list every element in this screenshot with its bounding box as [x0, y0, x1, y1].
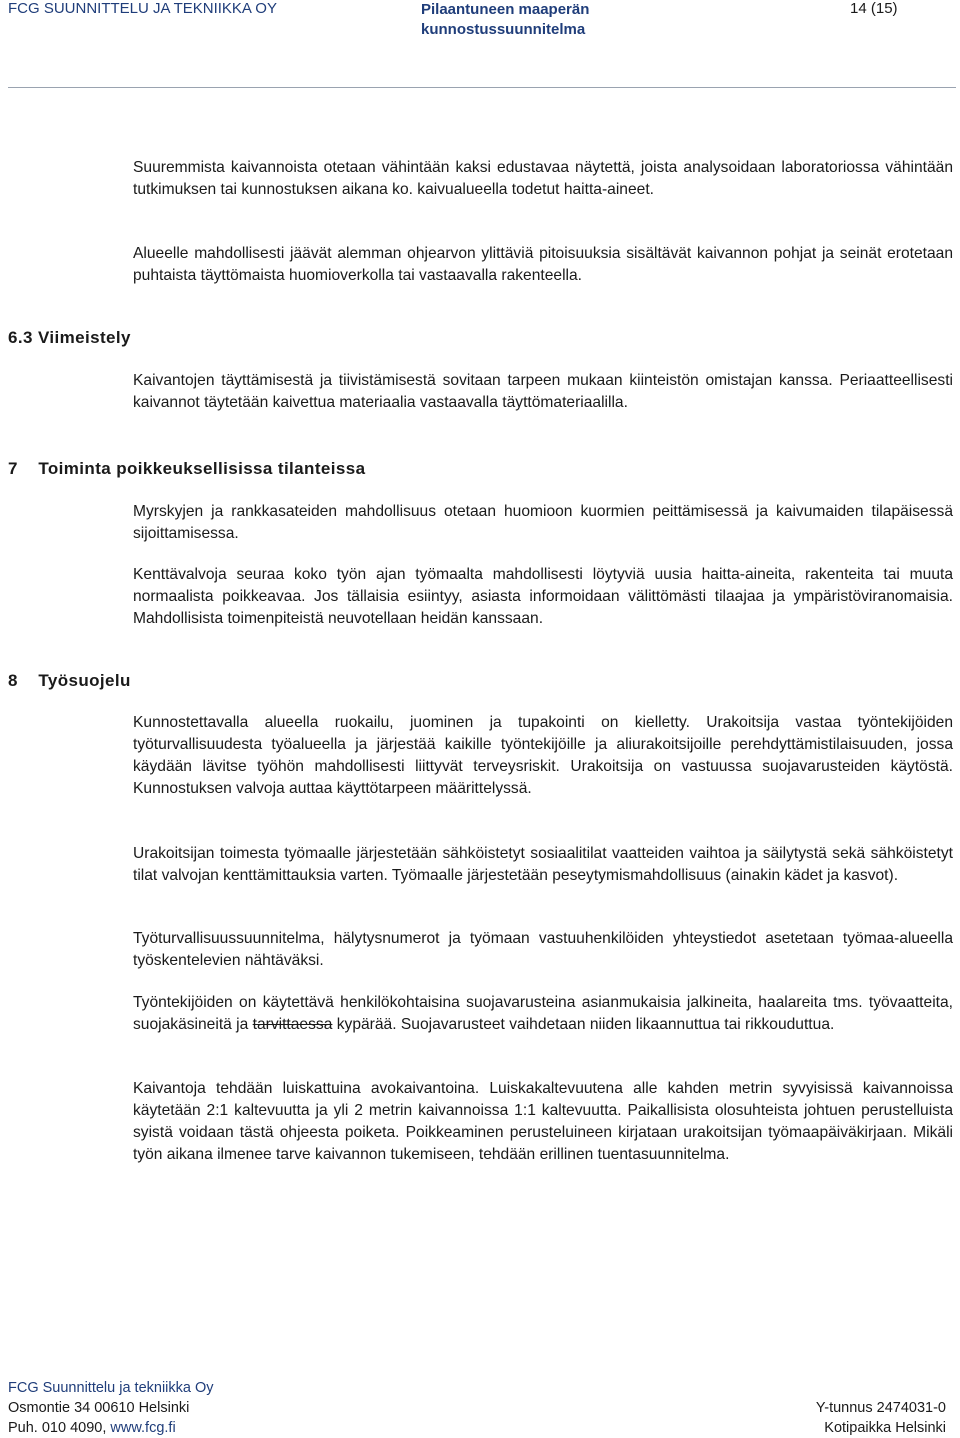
paragraph-safety-plan: Työturvallisuussuunnitelma, hälytysnumerot ja työmaan vastuuhenkilöiden yhteystiedot asetetaan työmaa-alueella työskentelevien nähtäväksi. — [133, 930, 953, 969]
page-footer — [0, 1378, 960, 1438]
section-heading-6-3: 6.3 Viimeistely — [8, 328, 131, 347]
footer-phone: Puh. 010 4090, — [8, 1420, 111, 1436]
footer-domicile: Kotipaikka Helsinki — [824, 1420, 946, 1436]
section-heading-8: 8 Työsuojelu — [8, 671, 131, 690]
paragraph-social-facilities: Urakoitsijan toimesta työmaalle järjestetään sähköistetyt sosiaalitilat vaatteiden vaihtoa ja säilytystä sekä sähköistetyt tilat valvojan kenttämittauksia varten. Työmaalle järjestetään peseytymismahdollisuus (ainakin kädet ja kasvot). — [133, 845, 953, 884]
header-title-line2: kunnostussuunnitelma — [421, 21, 586, 38]
footer-right — [816, 1398, 946, 1438]
footer-company: FCG Suunnittelu ja tekniikka Oy — [8, 1380, 214, 1396]
footer-address: Osmontie 34 00610 Helsinki — [8, 1400, 190, 1416]
paragraph-work-safety: Kunnostettavalla alueella ruokailu, juominen ja tupakointi on kielletty. Urakoitsija vastaa työntekijöiden työturvallisuudesta työalueella ja järjestää kaikille työntekijöille ja aliurakoitsijoille perehdyttämistilaisuuden, jossa käydään lävitse työhön mahdollisesti liittyvät terveysriskit. Urakoitsija on vastuussa suojavarusteiden käytöstä. Kunnostuksen valvoja auttaa käyttötarpeen määrittelyssä. — [133, 714, 953, 797]
section-heading-7: 7 Toiminta poikkeuksellisissa tilanteissa — [8, 459, 366, 478]
footer-business-id: Y-tunnus 2474031-0 — [815, 1400, 946, 1416]
footer-left — [8, 1378, 214, 1438]
paragraph-sampling: Suuremmista kaivannoista otetaan vähintään kaksi edustavaa näytettä, joista analysoidaan laboratoriossa vähintään tutkimuksen tai kunnostuksen aikana ko. kaivualueella todetut haitta-aineet. — [133, 159, 953, 198]
paragraph-separation: Alueelle mahdollisesti jäävät alemman ohjearvon ylittäviä pitoisuuksia sisältävät kaivannon pohjat ja seinät erotetaan puhtaista täyttömaista huomioverkolla tai vastaavalla rakenteella. — [133, 245, 953, 284]
header-title-line1: Pilaantuneen maaperän — [421, 1, 590, 18]
paragraph-excavation-slopes: Kaivantoja tehdään luiskattuina avokaivantoina. Luiskakaltevuutena alle kahden metrin syvyisissä kaivannoissa käytetään 2:1 kaltevuutta ja yli 2 metrin kaivannoissa 1:1 kaltevuutta. Paikallisista olosuhteista johtuen perustelluista syistä voidaan tästä ohjeesta poiketa. Poikkeaminen perusteluineen kirjataan urakoitsijan työmaapäiväkirjaan. Mikäli työn aikana ilmenee tarve kaivannon tukemiseen, tehdään erillinen tuentasuunnitelma. — [133, 1080, 953, 1163]
paragraph-finishing: Kaivantojen täyttämisestä ja tiivistämisestä sovitaan tarpeen mukaan kiinteistön omistajan kanssa. Periaatteellisesti kaivannot täytetään kaivettua materiaalia vastaavalla täyttömateriaalilla. — [133, 372, 953, 411]
paragraph-field-supervisor: Kenttävalvoja seuraa koko työn ajan työmaalta mahdollisesti löytyviä uusia haitta-aineita, rakenteita tai muuta normaalista poikkeavaa. Jos tällaisia esiintyy, asiasta informoidaan välittömästi tilaajaa ja ympäristöviranomaisia. Mahdollisista toimenpiteistä neuvotellaan heidän kanssaan. — [133, 566, 953, 627]
paragraph-protective-gear — [133, 992, 953, 1036]
paragraph-storms: Myrskyjen ja rankkasateiden mahdollisuus otetaan huomioon kuormien peittämisessä ja kaivumaiden tilapäisessä sijoittamisessa. — [133, 503, 953, 542]
header-page-number: 14 (15) — [850, 0, 898, 17]
footer-contact — [8, 1418, 214, 1438]
page-header — [0, 0, 960, 90]
header-company: FCG SUUNNITTELU JA TEKNIIKKA OY — [8, 0, 277, 17]
protective-gear-text-b: kypärää. Suojavarusteet vaihdetaan niiden likaannuttua tai rikkouduttua. — [332, 1016, 835, 1033]
struck-word: tarvittaessa — [252, 1016, 333, 1033]
header-document-title — [421, 0, 589, 40]
footer-website-link[interactable]: www.fcg.fi — [110, 1420, 176, 1436]
header-divider — [8, 87, 956, 88]
protective-gear-text-a: Työntekijöiden on käytettävä henkilökohtaisina suojavarusteina asianmukaisia jalkineita, haalareita tms. työvaatteita, suojakäsineitä ja — [133, 994, 953, 1033]
